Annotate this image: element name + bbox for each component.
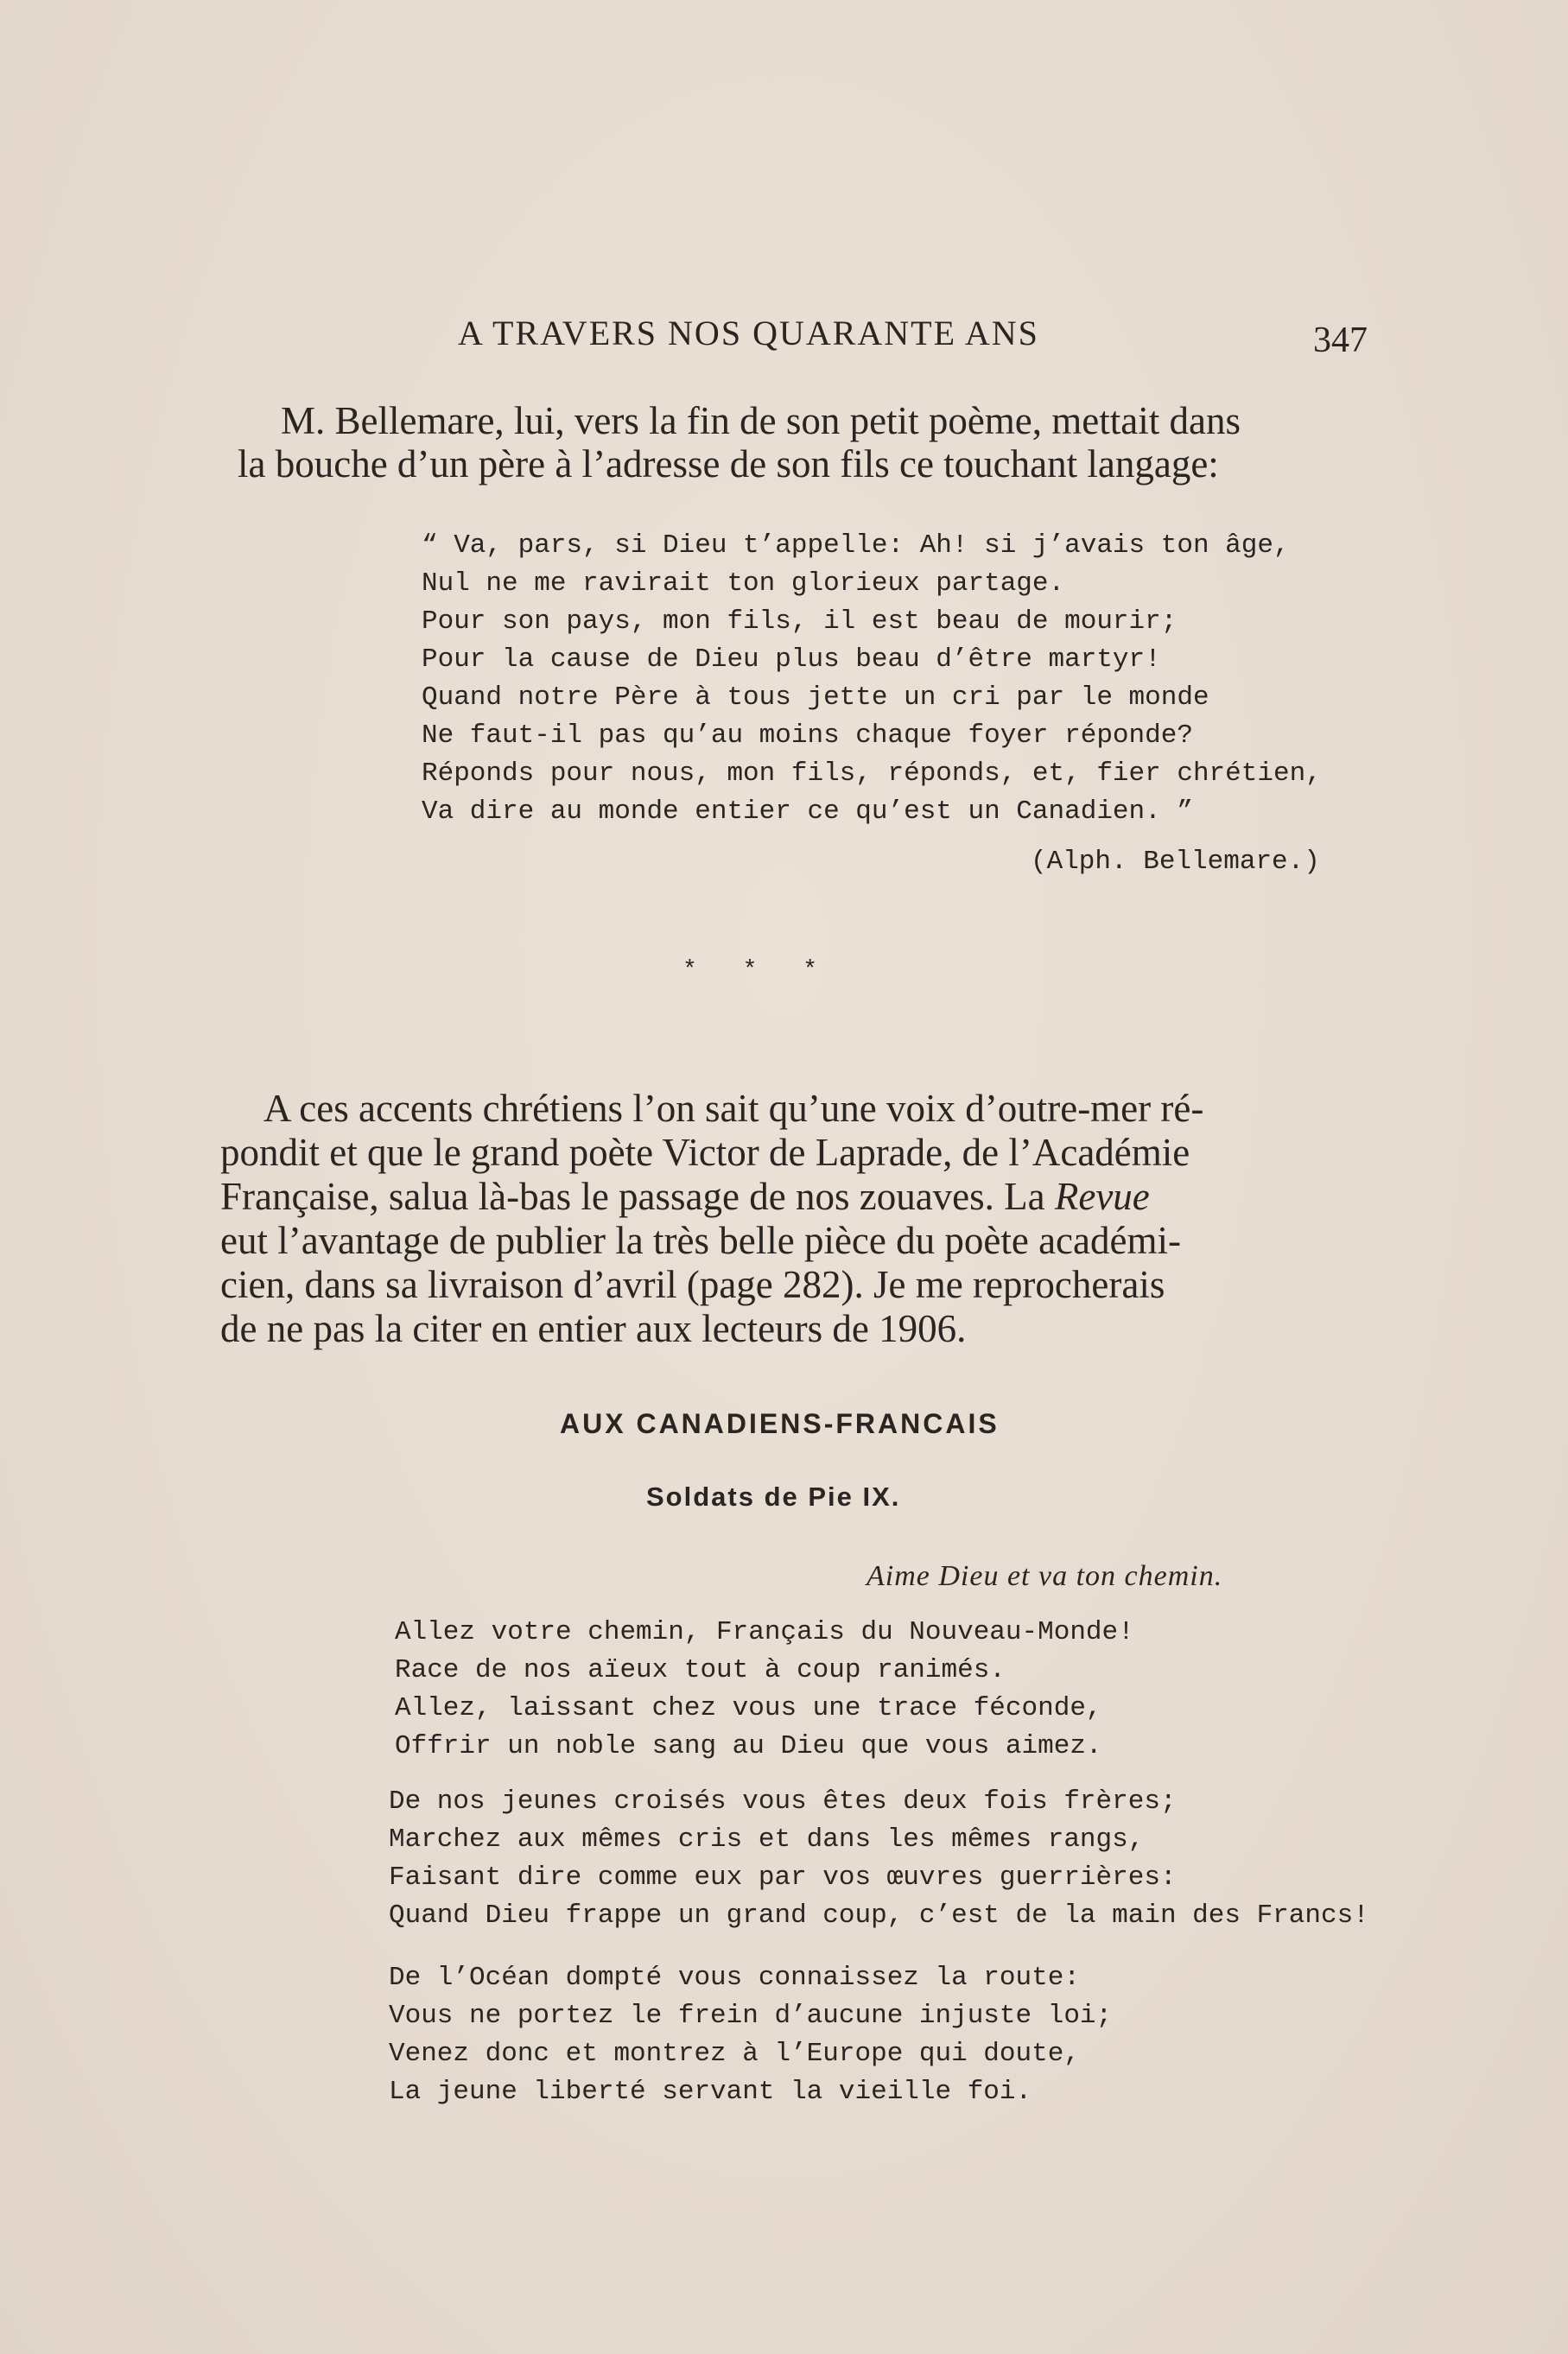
- verse-line: Nul ne me ravirait ton glorieux partage.: [422, 568, 1065, 599]
- paragraph-line: pondit et que le grand poète Victor de Laprade, de l’Académie: [220, 1131, 1190, 1174]
- verse-line: Allez, laissant chez vous une trace féconde,: [395, 1693, 1102, 1723]
- paragraph-line: cien, dans sa livraison d’avril (page 282). Je me reprocherais: [220, 1263, 1165, 1306]
- verse-line: Quand notre Père à tous jette un cri par le monde: [422, 682, 1209, 713]
- paragraph-laprade: [220, 1087, 1203, 1351]
- paragraph-line: de ne pas la citer en entier aux lecteurs de 1906.: [220, 1307, 967, 1350]
- attribution: (Alph. Bellemare.): [1031, 847, 1320, 877]
- verse-line: Vous ne portez le frein d’aucune injuste loi;: [389, 2001, 1113, 2031]
- quoted-verse-block: [422, 527, 1322, 831]
- section-separator: * * *: [682, 957, 834, 984]
- paragraph-line: [220, 1175, 1203, 1219]
- poem-stanza: [395, 1614, 1134, 1766]
- verse-line: Pour la cause de Dieu plus beau d’être martyr!: [422, 644, 1161, 675]
- paragraph-line: eut l’avantage de publier la très belle pièce du poète académi-: [220, 1219, 1181, 1262]
- poem-epigraph: Aime Dieu et va ton chemin.: [867, 1560, 1223, 1592]
- verse-line: Réponds pour nous, mon fils, réponds, et, fier chrétien,: [422, 758, 1322, 789]
- verse-line: Va dire au monde entier ce qu’est un Canadien. ”: [422, 796, 1193, 827]
- verse-line: Venez donc et montrez à l’Europe qui doute,: [389, 2039, 1080, 2069]
- verse-line: Marchez aux mêmes cris et dans les mêmes rangs,: [389, 1824, 1145, 1855]
- poem-stanza: [389, 1959, 1112, 2111]
- verse-line: De nos jeunes croisés vous êtes deux fois frères;: [389, 1786, 1177, 1817]
- verse-line: Ne faut-il pas qu’au moins chaque foyer réponde?: [422, 720, 1193, 751]
- verse-line: Quand Dieu frappe un grand coup, c’est de la main des Francs!: [389, 1900, 1369, 1931]
- verse-line: De l’Océan dompté vous connaissez la route:: [389, 1963, 1080, 1993]
- paragraph-line: A ces accents chrétiens l’on sait qu’une voix d’outre-mer ré-: [263, 1087, 1204, 1130]
- paragraph-line: la bouche d’un père à l’adresse de son fils ce touchant langage:: [238, 442, 1219, 485]
- verse-line: Offrir un noble sang au Dieu que vous aimez.: [395, 1731, 1102, 1761]
- verse-line: Pour son pays, mon fils, il est beau de mourir;: [422, 606, 1178, 637]
- verse-line: Faisant dire comme eux par vos œuvres guerrières:: [389, 1862, 1177, 1893]
- verse-line: Allez votre chemin, Français du Nouveau-Monde!: [395, 1617, 1134, 1647]
- italic-title-revue: Revue: [1054, 1175, 1150, 1218]
- paragraph-line: M. Bellemare, lui, vers la fin de son petit poème, mettait dans: [281, 399, 1241, 442]
- verse-line: Race de nos aïeux tout à coup ranimés.: [395, 1655, 1006, 1685]
- paragraph-text: Française, salua là-bas le passage de nos zouaves. La: [220, 1175, 1055, 1218]
- verse-line: La jeune liberté servant la vieille foi.: [389, 2077, 1032, 2107]
- poem-title: AUX CANADIENS-FRANCAIS: [560, 1408, 1000, 1439]
- running-head: A TRAVERS NOS QUARANTE ANS: [458, 314, 1039, 352]
- poem-subtitle: Soldats de Pie IX.: [646, 1482, 901, 1512]
- poem-stanza: [389, 1783, 1369, 1935]
- page-number: 347: [1313, 320, 1368, 360]
- verse-line: “ Va, pars, si Dieu t’appelle: Ah! si j’avais ton âge,: [422, 530, 1290, 561]
- paragraph-intro: [238, 399, 1241, 485]
